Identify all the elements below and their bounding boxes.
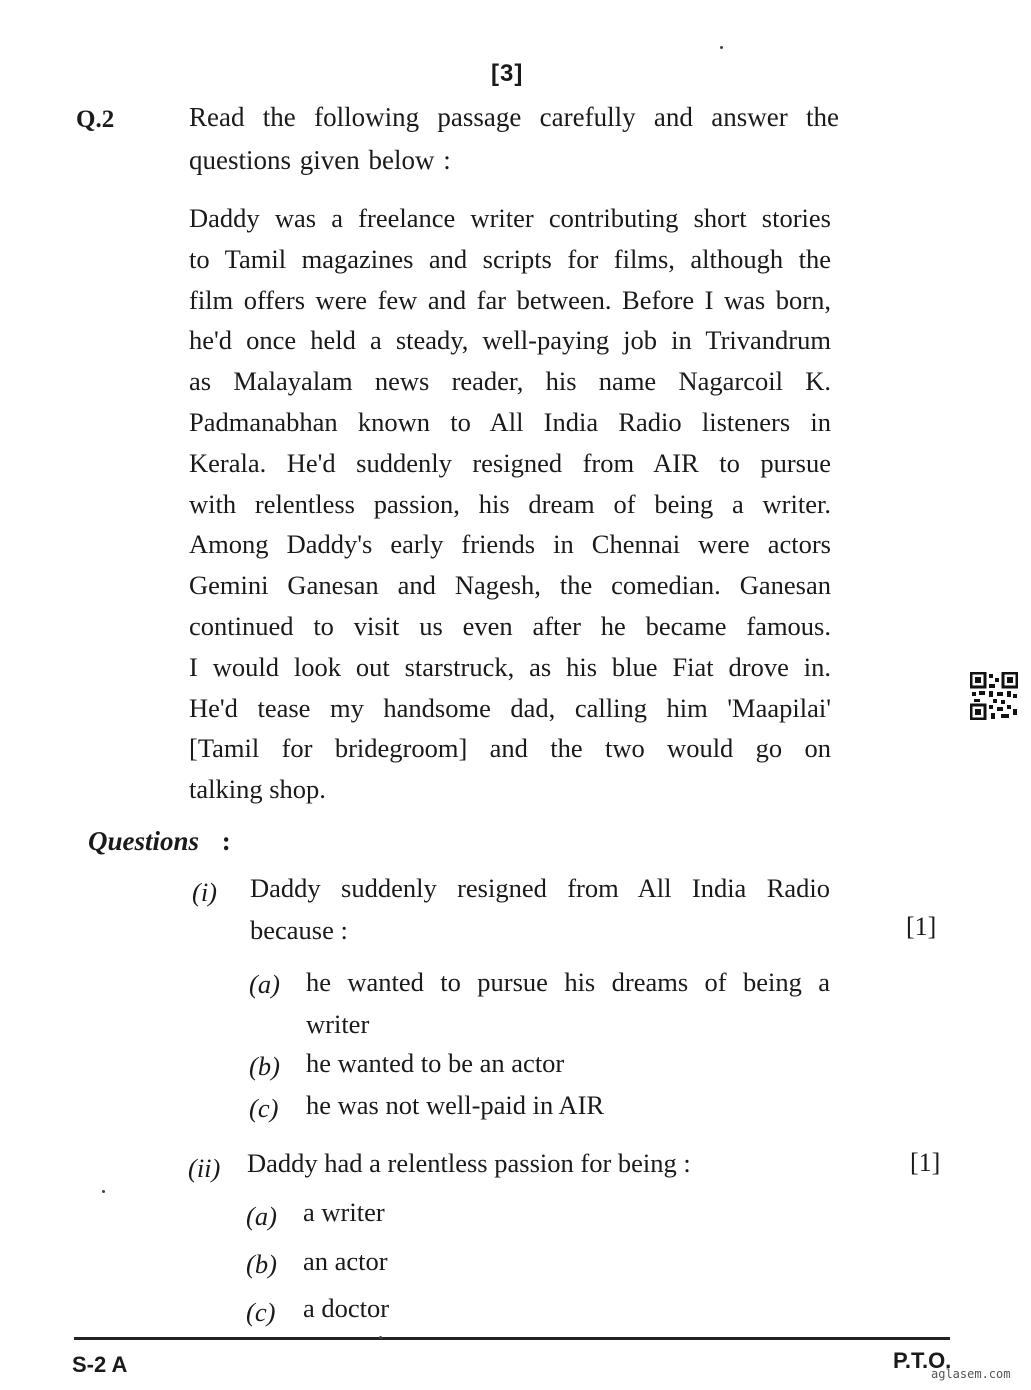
- reading-passage: [189, 198, 831, 810]
- footer-divider: [74, 1337, 950, 1340]
- option-text: a doctor: [303, 1293, 390, 1323]
- passage-line: Among Daddy's early friends in Chennai were actors: [189, 529, 831, 560]
- option-letter: (b): [249, 1051, 280, 1081]
- passage-line: to Tamil magazines and scripts for films, although the: [189, 243, 831, 274]
- page-number: [3]: [491, 60, 524, 87]
- sub-question-number: (ii): [188, 1153, 221, 1183]
- pto-label: P.T.O.: [893, 1348, 952, 1373]
- passage-line: Kerala. He'd suddenly resigned from AIR to pursue: [189, 447, 831, 478]
- passage-line: Padmanabhan known to All India Radio listeners in: [189, 406, 831, 437]
- passage-line: he'd once held a steady, well-paying job in Trivandrum: [189, 325, 831, 356]
- qr-code-icon: [970, 672, 1018, 720]
- passage-line: Gemini Ganesan and Nagesh, the comedian. Ganesan: [189, 570, 831, 601]
- question-number: Q.2: [76, 106, 115, 133]
- passage-line: continued to visit us even after he became famous.: [189, 610, 831, 641]
- passage-line: I would look out starstruck, as his blue Fiat drove in.: [189, 651, 831, 682]
- option-letter: (a): [249, 969, 280, 999]
- option-letter: (b): [246, 1249, 277, 1279]
- passage-line: film offers were few and far between. Before I was born,: [189, 284, 831, 315]
- option-text: a writer: [303, 1197, 385, 1227]
- sub-question-line: because :: [250, 915, 348, 945]
- sub-question-text: [250, 867, 830, 951]
- watermark: aglasem.com: [931, 1367, 1011, 1381]
- option-letter: (a): [246, 1201, 277, 1231]
- sub-question-line: Daddy suddenly resigned from All India Radio: [250, 873, 830, 903]
- scan-speck: [379, 1336, 382, 1339]
- option-line: he wanted to pursue his dreams of being a: [306, 967, 830, 997]
- option-text: an actor: [303, 1246, 388, 1276]
- passage-line: talking shop.: [189, 774, 326, 805]
- option-text: he was not well-paid in AIR: [306, 1090, 605, 1120]
- questions-heading: [88, 826, 231, 857]
- sub-question-number: (i): [192, 877, 218, 907]
- option-letter: (c): [246, 1297, 276, 1327]
- marks-label: [1]: [906, 912, 937, 941]
- questions-heading-colon: :: [221, 826, 231, 856]
- sub-question-text: Daddy had a relentless passion for being :: [247, 1148, 691, 1178]
- paper-code: S-2 A: [72, 1352, 128, 1377]
- option-text: he wanted to be an actor: [306, 1048, 565, 1078]
- question-instruction: [189, 96, 839, 182]
- passage-line: Daddy was a freelance writer contributing short stories: [189, 203, 831, 233]
- passage-line: as Malayalam news reader, his name Nagarcoil K.: [189, 366, 831, 397]
- scan-speck: [720, 46, 723, 49]
- option-text: [306, 961, 830, 1045]
- passage-line: with relentless passion, his dream of being a writer.: [189, 488, 831, 519]
- passage-line: [Tamil for bridegroom] and the two would go on: [189, 733, 831, 764]
- option-line: writer: [306, 1009, 370, 1039]
- scan-speck: [102, 1190, 105, 1193]
- marks-label: [1]: [910, 1148, 941, 1177]
- option-letter: (c): [249, 1093, 279, 1123]
- instruction-line: Read the following passage carefully and answer the: [189, 102, 839, 132]
- passage-line: He'd tease my handsome dad, calling him 'Maapilai': [189, 692, 831, 723]
- questions-heading-label: Questions: [88, 826, 200, 856]
- instruction-line: questions given below :: [189, 145, 451, 175]
